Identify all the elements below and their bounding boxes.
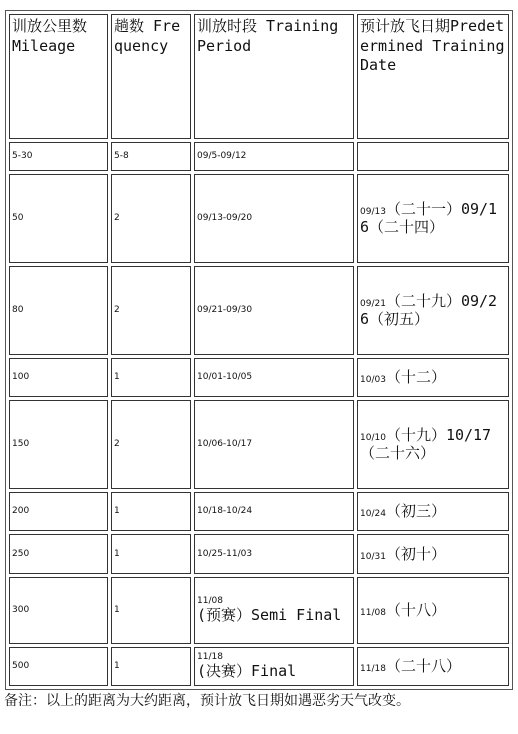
header-frequency: 趟数 Frequency: [111, 14, 191, 139]
training-schedule-container: [5, 10, 511, 690]
cell-mileage: 80: [9, 266, 108, 355]
cell-period: 09/21-09/30: [194, 266, 354, 355]
cell-date-number: 10/03: [360, 375, 386, 386]
cell-mileage: 500: [9, 647, 108, 687]
cell-period: [194, 647, 354, 687]
table-row: [9, 358, 509, 397]
cell-mileage: 5-30: [9, 142, 108, 170]
cell-date-number: 11/18: [360, 664, 386, 675]
table-row: [9, 492, 509, 531]
cell-date: [357, 534, 509, 573]
table-row: [9, 142, 509, 170]
header-mileage: 训放公里数 Mileage: [9, 14, 108, 139]
cell-frequency: 5-8: [111, 142, 191, 170]
cell-period: 10/25-11/03: [194, 534, 354, 573]
cell-period: 10/18-10/24: [194, 492, 354, 531]
header-row: [9, 14, 509, 139]
cell-date: [357, 400, 509, 489]
cell-frequency: 1: [111, 577, 191, 644]
cell-date-text: （十九）10/17（二十六）: [360, 426, 492, 463]
cell-mileage: 150: [9, 400, 108, 489]
cell-date-text: （二十一）09/16（二十四）: [360, 199, 498, 237]
cell-date-text: （十二）: [385, 368, 446, 387]
cell-date: [357, 577, 509, 644]
cell-period: [194, 577, 354, 644]
header-predetermined-date: 预计放飞日期Predetermined Training Date: [357, 14, 509, 139]
table-row: [9, 400, 509, 489]
table-row: [9, 174, 509, 263]
cell-date: [357, 492, 509, 531]
table-row: [9, 577, 509, 644]
cell-date: [357, 647, 509, 687]
cell-mileage: 250: [9, 534, 108, 573]
cell-date-number: 10/10: [360, 433, 386, 444]
cell-period: 10/06-10/17: [194, 400, 354, 489]
cell-frequency: 1: [111, 358, 191, 397]
cell-date-number: 11/08: [360, 607, 386, 618]
table-row: [9, 647, 509, 687]
cell-date-number: 09/21: [360, 298, 386, 309]
cell-date-text: （十八）: [385, 600, 446, 619]
cell-date-text: （二十九）09/26（初五）: [360, 291, 498, 329]
cell-mileage: 300: [9, 577, 108, 644]
header-training-period: 训放时段 Training Period: [194, 14, 354, 139]
cell-frequency: 2: [111, 266, 191, 355]
cell-period-date: 11/08: [197, 596, 223, 607]
cell-frequency: 1: [111, 534, 191, 573]
footnote: 备注：以上的距离为大约距离，预计放飞日期如遇恶劣天气改变。: [4, 693, 410, 709]
cell-date: [357, 358, 509, 397]
cell-period: 09/5-09/12: [194, 142, 354, 170]
cell-mileage: 50: [9, 174, 108, 263]
cell-date-number: 09/13: [360, 206, 386, 217]
table-row: [9, 266, 509, 355]
cell-mileage: 100: [9, 358, 108, 397]
cell-frequency: 1: [111, 492, 191, 531]
cell-frequency: 1: [111, 647, 191, 687]
training-schedule-table: [5, 10, 513, 690]
cell-date-text: （二十八）: [385, 657, 461, 676]
cell-period-date: 11/18: [197, 652, 223, 663]
cell-period-text: (决赛）Final: [197, 661, 297, 680]
cell-date-number: 10/31: [360, 551, 386, 562]
cell-date-text: （初十）: [385, 544, 446, 563]
cell-mileage: 200: [9, 492, 108, 531]
cell-date-text: （初三）: [385, 502, 446, 521]
table-row: [9, 534, 509, 573]
cell-period: 10/01-10/05: [194, 358, 354, 397]
cell-date: [357, 266, 509, 355]
cell-date: [357, 174, 509, 263]
cell-frequency: 2: [111, 174, 191, 263]
cell-period: 09/13-09/20: [194, 174, 354, 263]
cell-date-number: 10/24: [360, 509, 386, 520]
cell-period-text: (预赛）Semi Final: [197, 605, 342, 624]
cell-frequency: 2: [111, 400, 191, 489]
cell-date: [357, 142, 509, 170]
